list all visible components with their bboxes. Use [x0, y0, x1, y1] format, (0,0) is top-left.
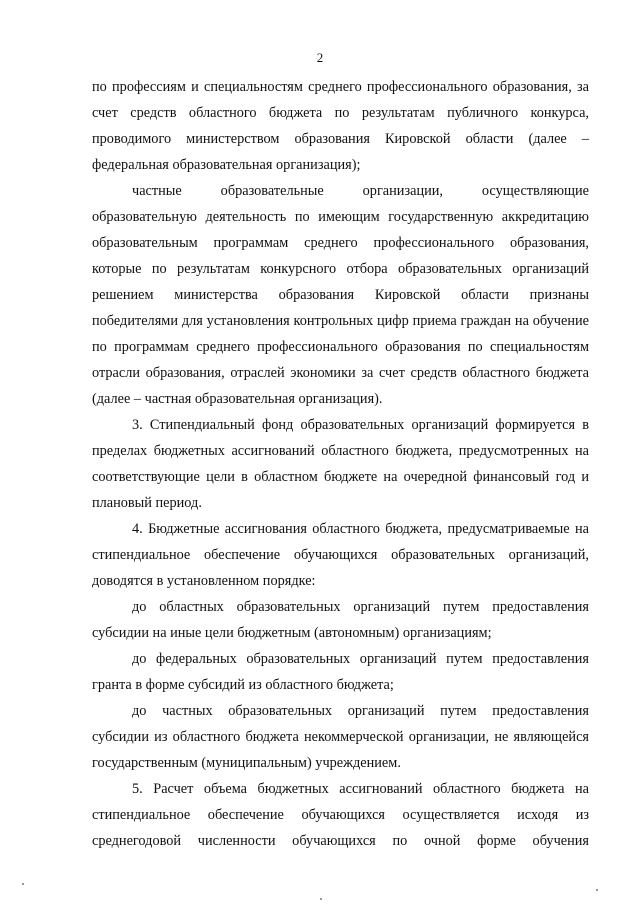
paragraph-8: 5. Расчет объема бюджетных ассигнований областного бюджета на стипендиальное обеспечение обучающихся осуществляется исходя из среднегодовой численности обучающихся по очной форме обучения	[92, 781, 589, 849]
document-body	[92, 74, 589, 854]
scan-speck	[22, 883, 24, 885]
paragraph-3: 3. Стипендиальный фонд образовательных организаций формируется в пределах бюджетных ассигнований областного бюджета, предусмотренных на соответствующие цели в областном бюджете на очередной финансовый год и плановый период.	[92, 417, 589, 511]
paragraph-5: до областных образовательных организаций путем предоставления субсидии на иные цели бюджетным (автономным) организациям;	[92, 599, 589, 641]
paragraph-4: 4. Бюджетные ассигнования областного бюджета, предусматриваемые на стипендиальное обеспечение обучающихся образовательных организаций, доводятся в установленном порядке:	[92, 521, 589, 589]
paragraph-1: по профессиям и специальностям среднего профессионального образования, за счет средств областного бюджета по результатам публичного конкурса, проводимого министерством образования Кировской области (далее – федеральная образовательная организация);	[92, 79, 589, 173]
page-number: 2	[316, 50, 324, 65]
scan-speck	[320, 898, 322, 900]
paragraph-2: частные образовательные организации, осуществляющие образовательную деятельность по имеющим государственную аккредитацию образовательным программам среднего профессионального образования, которые по результатам конкурсного отбора образовательных организаций решением министерства образования Кировской области признаны победителями для установления контрольных цифр приема граждан на обучение по программам среднего профессионального образования по специальностям отрасли образования, отраслей экономики за счет средств областного бюджета (далее – частная образовательная организация).	[92, 183, 589, 407]
scan-speck	[596, 889, 598, 891]
paragraph-7: до частных образовательных организаций путем предоставления субсидии из областного бюджета некоммерческой организации, не являющейся государственным (муниципальным) учреждением.	[92, 703, 589, 771]
paragraph-6: до федеральных образовательных организаций путем предоставления гранта в форме субсидий из областного бюджета;	[92, 651, 589, 693]
